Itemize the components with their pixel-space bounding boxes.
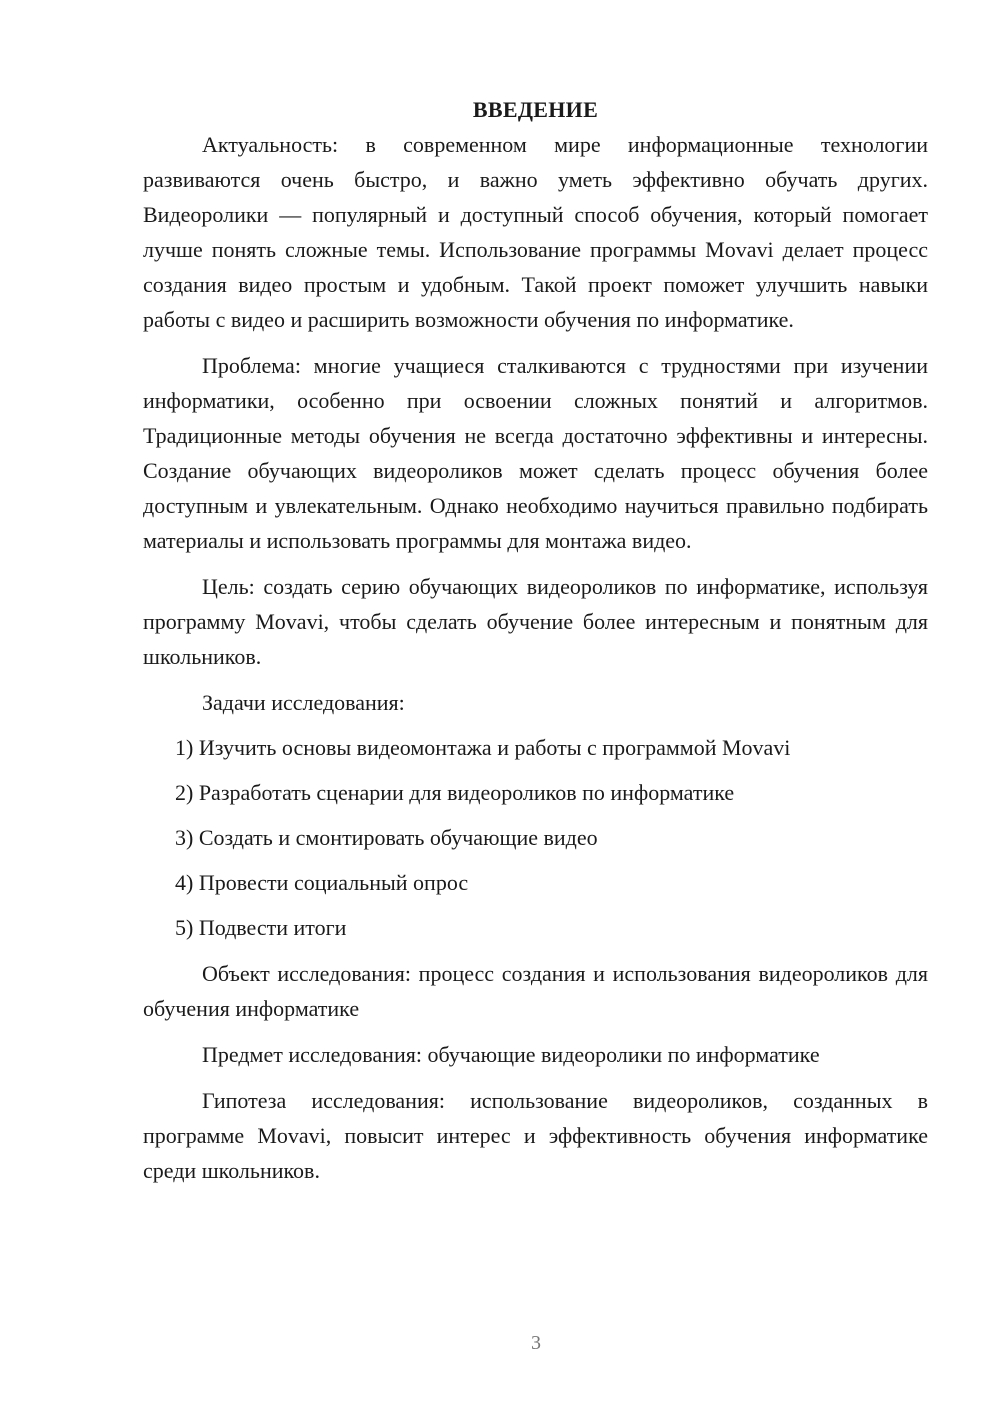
list-item: 3) Создать и смонтировать обучающие видео bbox=[175, 825, 598, 850]
paragraph-hypothesis: Гипотеза исследования: использование видеороликов, созданных в программе Movavi, повысит интерес и эффективность обучения информатике среди школьников. bbox=[143, 1088, 928, 1183]
tasks-list bbox=[143, 730, 928, 945]
paragraph-relevance: Актуальность: в современном мире информационные технологии развиваются очень быстро, и важно уметь эффективно обучать других. Видеоролики — популярный и доступный способ обучения, который помогает лучше понять сложные темы. Использование программы Movavi делает процесс создания видео простым и удобным. Такой проект поможет улучшить навыки работы с видео и расширить возможности обучения по информатике. bbox=[143, 132, 928, 332]
paragraph-subject: Предмет исследования: обучающие видеоролики по информатике bbox=[202, 1042, 820, 1067]
paragraph-tasks-heading: Задачи исследования: bbox=[202, 690, 405, 715]
list-item: 4) Провести социальный опрос bbox=[175, 870, 469, 895]
list-item: 5) Подвести итоги bbox=[175, 915, 347, 940]
paragraph-goal: Цель: создать серию обучающих видеороликов по информатике, используя программу Movavi, чтобы сделать обучение более интересным и понятным для школьников. bbox=[143, 574, 928, 669]
page-content bbox=[143, 92, 928, 1188]
paragraph-problem: Проблема: многие учащиеся сталкиваются с трудностями при изучении информатики, особенно при освоении сложных понятий и алгоритмов. Традиционные методы обучения не всегда достаточно эффективны и интересны. Создание обучающих видеороликов может сделать процесс обучения более доступным и увлекательным. Однако необходимо научиться правильно подбирать материалы и использовать программы для монтажа видео. bbox=[143, 353, 928, 553]
paragraph-object: Объект исследования: процесс создания и использования видеороликов для обучения информатике bbox=[143, 961, 928, 1021]
list-item: 1) Изучить основы видеомонтажа и работы с программой Movavi bbox=[175, 735, 791, 760]
page-title: ВВЕДЕНИЕ bbox=[472, 97, 599, 122]
page-number: 3 bbox=[531, 1332, 541, 1354]
list-item: 2) Разработать сценарии для видеороликов по информатике bbox=[175, 780, 735, 805]
